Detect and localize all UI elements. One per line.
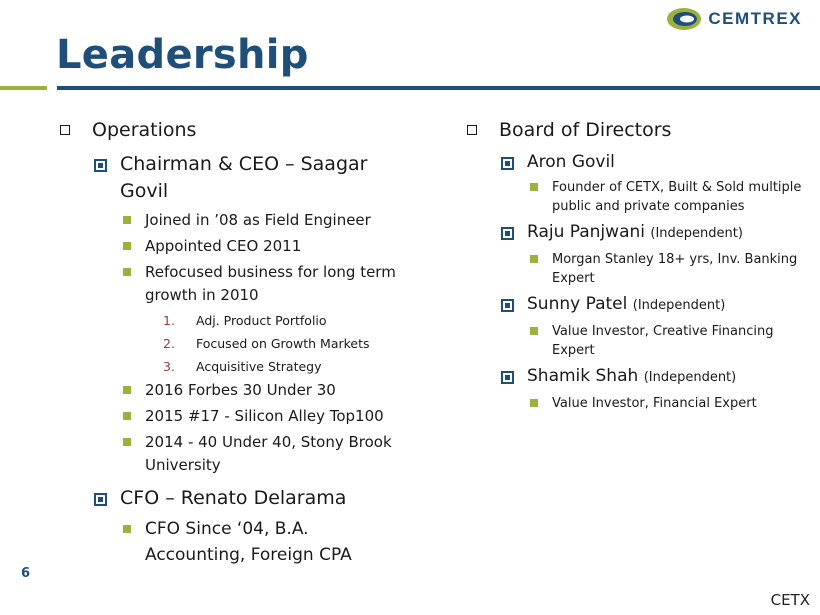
member-tag: (Independent) <box>643 370 737 385</box>
title-rule <box>57 86 820 90</box>
item-number: 3. <box>163 359 175 374</box>
member-name: Aron Govil <box>527 152 615 172</box>
list-item <box>58 209 403 232</box>
operations-heading <box>58 118 403 142</box>
filled-square-bullet-icon <box>123 438 131 446</box>
filled-square-bullet-icon <box>123 216 131 224</box>
numbered-item-text: Focused on Growth Markets <box>196 336 370 351</box>
list-item-text: Appointed CEO 2011 <box>145 237 302 255</box>
filled-square-bullet-icon <box>123 242 131 250</box>
board-member <box>465 365 815 389</box>
filled-square-bullet-icon <box>123 268 131 276</box>
member-detail-text: Value Investor, Financial Expert <box>552 396 757 411</box>
list-item <box>58 405 403 428</box>
boxed-square-bullet-icon <box>94 493 107 506</box>
member-detail <box>465 322 815 360</box>
board-column <box>465 118 815 418</box>
title-rule-accent <box>0 86 47 90</box>
boxed-square-bullet-icon <box>501 227 514 240</box>
logo-text: CEMTREX <box>708 9 802 28</box>
ticker-symbol: CETX <box>770 591 810 609</box>
ceo-label: Chairman & CEO – Saagar Govil <box>120 153 368 202</box>
member-tag: (Independent) <box>650 226 743 241</box>
operations-heading-text: Operations <box>92 119 197 141</box>
numbered-item-text: Adj. Product Portfolio <box>196 313 327 328</box>
numbered-item <box>58 333 403 354</box>
boxed-square-bullet-icon <box>501 157 514 170</box>
list-item <box>58 235 403 258</box>
member-name: Raju Panjwani <box>527 222 645 242</box>
member-detail <box>465 250 815 288</box>
filled-square-bullet-icon <box>123 525 131 533</box>
list-item-text: Joined in ’08 as Field Engineer <box>145 211 371 229</box>
filled-square-bullet-icon <box>530 255 538 263</box>
numbered-item-text: Acquisitive Strategy <box>196 359 322 374</box>
member-detail-text: Value Investor, Creative Financing Expert <box>552 324 774 358</box>
hollow-square-bullet-icon <box>60 125 70 135</box>
filled-square-bullet-icon <box>530 183 538 191</box>
ceo-item <box>58 151 403 205</box>
filled-square-bullet-icon <box>123 412 131 420</box>
board-member <box>465 221 815 245</box>
list-item <box>58 261 403 307</box>
filled-square-bullet-icon <box>530 399 538 407</box>
item-number: 1. <box>163 313 175 328</box>
cemtrex-logo-icon <box>665 6 703 32</box>
member-name: Sunny Patel <box>527 294 628 314</box>
member-tag: (Independent) <box>632 298 726 313</box>
board-heading-text: Board of Directors <box>499 119 672 141</box>
board-member <box>465 293 815 317</box>
cfo-label: CFO – Renato Delarama <box>120 487 347 509</box>
numbered-item <box>58 356 403 377</box>
cfo-item <box>58 485 403 512</box>
list-item-text: 2015 #17 - Silicon Alley Top100 <box>145 407 384 425</box>
list-item-text: 2016 Forbes 30 Under 30 <box>145 381 336 399</box>
operations-column <box>58 118 403 571</box>
member-detail-text: Founder of CETX, Built & Sold multiple public and private companies <box>552 180 802 214</box>
list-item-text: CFO Since ‘04, B.A. Accounting, Foreign CPA <box>145 519 352 565</box>
member-detail <box>465 178 815 216</box>
cemtrex-logo <box>665 6 802 32</box>
list-item-text: 2014 - 40 Under 40, Stony Brook University <box>145 433 392 474</box>
member-name: Shamik Shah <box>527 366 639 386</box>
list-item-text: Refocused business for long term growth in 2010 <box>145 263 396 304</box>
member-detail-text: Morgan Stanley 18+ yrs, Inv. Banking Expert <box>552 252 798 286</box>
page-number: 6 <box>21 566 31 581</box>
board-heading <box>465 118 815 142</box>
member-detail <box>465 394 815 413</box>
boxed-square-bullet-icon <box>94 159 107 172</box>
numbered-item <box>58 310 403 331</box>
boxed-square-bullet-icon <box>501 371 514 384</box>
page-title: Leadership <box>56 32 309 78</box>
hollow-square-bullet-icon <box>467 125 477 135</box>
filled-square-bullet-icon <box>123 386 131 394</box>
boxed-square-bullet-icon <box>501 299 514 312</box>
item-number: 2. <box>163 336 175 351</box>
filled-square-bullet-icon <box>530 327 538 335</box>
list-item <box>58 516 403 568</box>
board-member <box>465 151 815 173</box>
list-item <box>58 379 403 402</box>
list-item <box>58 431 403 477</box>
